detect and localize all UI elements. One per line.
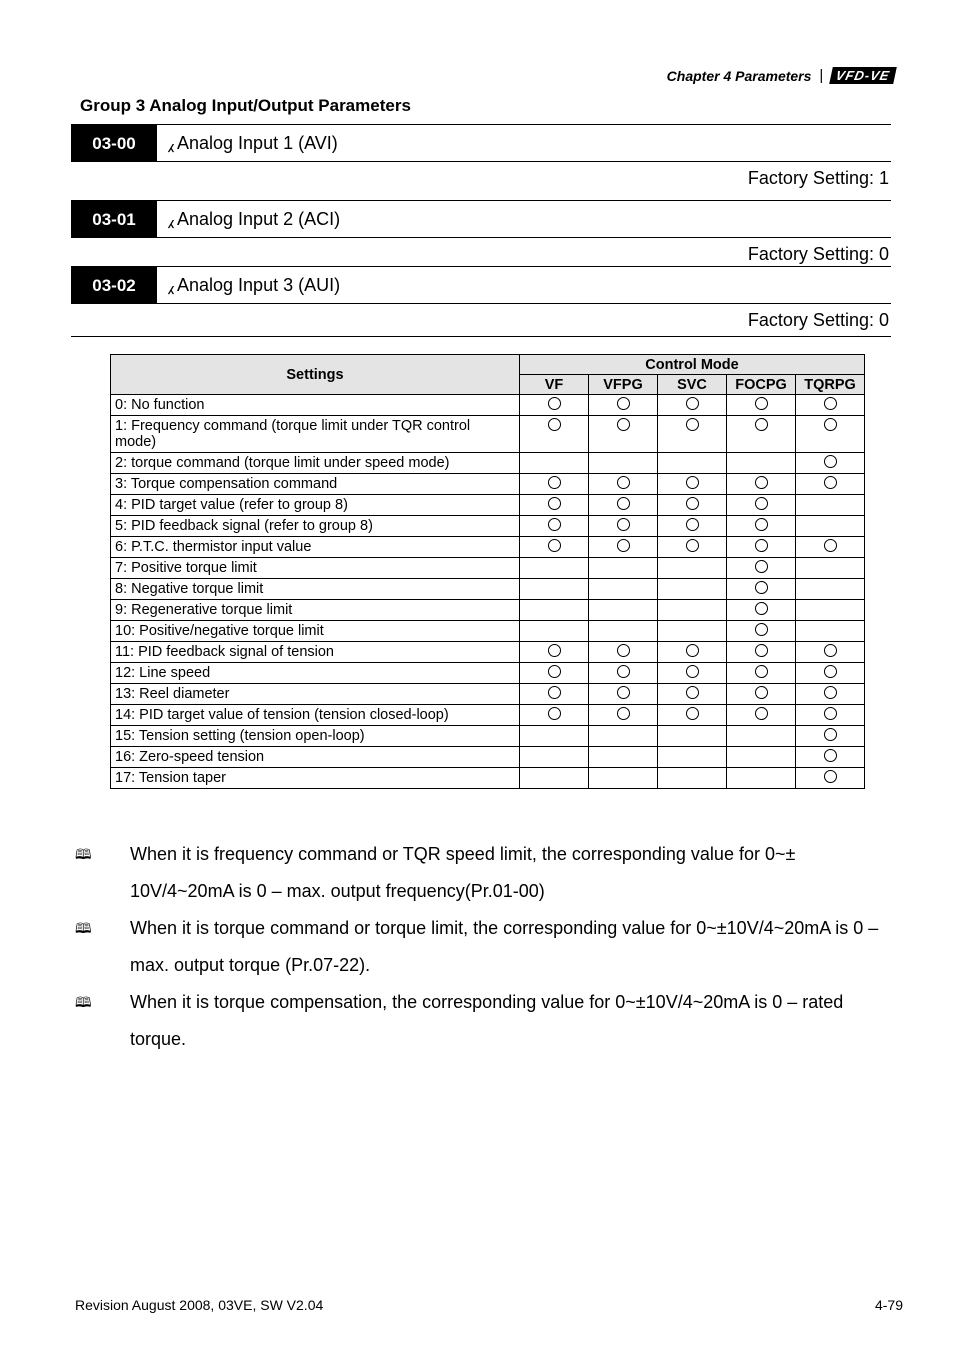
mode-cell-svc: [658, 684, 727, 705]
mode-header-vf: VF: [520, 375, 589, 395]
mode-cell-focpg: [727, 516, 796, 537]
table-row: [111, 579, 865, 600]
mode-header-focpg: FOCPG: [727, 375, 796, 395]
mode-cell-focpg: [727, 768, 796, 789]
table-row: [111, 768, 865, 789]
mode-cell-focpg: [727, 684, 796, 705]
circle-icon: [686, 707, 699, 720]
setting-label: 15: Tension setting (tension open-loop): [111, 726, 520, 747]
mode-cell-vf: [520, 600, 589, 621]
mode-cell-tqrpg: [796, 726, 865, 747]
param-03-00: [71, 124, 891, 194]
setting-label: 13: Reel diameter: [111, 684, 520, 705]
mode-cell-vfpg: [589, 642, 658, 663]
factory-setting: Factory Setting: 0: [71, 304, 891, 337]
setting-label: 3: Torque compensation command: [111, 474, 520, 495]
settings-header: Settings: [111, 355, 520, 395]
circle-icon: [686, 644, 699, 657]
setting-label: 7: Positive torque limit: [111, 558, 520, 579]
mode-cell-focpg: [727, 621, 796, 642]
control-mode-table: [110, 354, 865, 789]
page-header: [667, 67, 895, 84]
note-text: When it is torque command or torque limit, the corresponding value for 0~±10V/4~20mA is 0 –: [130, 918, 879, 938]
circle-icon: [548, 397, 561, 410]
mode-cell-vfpg: [589, 663, 658, 684]
mode-cell-vfpg: [589, 747, 658, 768]
circle-icon: [824, 539, 837, 552]
circle-icon: [548, 686, 561, 699]
circle-icon: [617, 476, 630, 489]
note-text: When it is frequency command or TQR speed limit, the corresponding value for 0~±: [130, 844, 796, 864]
mode-cell-vfpg: [589, 684, 658, 705]
note-line: [75, 910, 905, 947]
circle-icon: [686, 418, 699, 431]
mode-cell-svc: [658, 621, 727, 642]
note-line: [75, 836, 905, 873]
table-row: [111, 537, 865, 558]
mode-cell-vf: [520, 579, 589, 600]
circle-icon: [755, 476, 768, 489]
circle-icon: [686, 686, 699, 699]
circle-icon: [824, 707, 837, 720]
setting-label: 14: PID target value of tension (tension closed-loop): [111, 705, 520, 726]
mode-cell-focpg: [727, 747, 796, 768]
mode-cell-svc: [658, 453, 727, 474]
mode-cell-vfpg: [589, 621, 658, 642]
mode-cell-tqrpg: [796, 558, 865, 579]
mode-cell-vf: [520, 705, 589, 726]
mode-cell-focpg: [727, 600, 796, 621]
table-row: [111, 453, 865, 474]
circle-icon: [548, 518, 561, 531]
mode-cell-vfpg: [589, 495, 658, 516]
mode-cell-focpg: [727, 395, 796, 416]
circle-icon: [755, 623, 768, 636]
mode-cell-vfpg: [589, 474, 658, 495]
mode-cell-focpg: [727, 416, 796, 453]
mode-cell-svc: [658, 663, 727, 684]
param-code: 03-02: [71, 267, 157, 304]
table-row: [111, 558, 865, 579]
circle-icon: [755, 707, 768, 720]
mode-cell-tqrpg: [796, 768, 865, 789]
mode-cell-vfpg: [589, 705, 658, 726]
mode-cell-vf: [520, 453, 589, 474]
mode-cell-tqrpg: [796, 642, 865, 663]
pen-icon: ⁁: [169, 277, 173, 294]
mode-cell-vfpg: [589, 600, 658, 621]
setting-label: 16: Zero-speed tension: [111, 747, 520, 768]
mode-cell-vfpg: [589, 726, 658, 747]
note-indent: [75, 947, 130, 984]
table-row: [111, 516, 865, 537]
mode-cell-svc: [658, 474, 727, 495]
circle-icon: [617, 539, 630, 552]
table-row: [111, 395, 865, 416]
mode-cell-focpg: [727, 453, 796, 474]
mode-cell-vf: [520, 558, 589, 579]
circle-icon: [686, 497, 699, 510]
mode-cell-tqrpg: [796, 705, 865, 726]
setting-label: 9: Regenerative torque limit: [111, 600, 520, 621]
circle-icon: [755, 560, 768, 573]
circle-icon: [686, 665, 699, 678]
circle-icon: [755, 602, 768, 615]
circle-icon: [824, 476, 837, 489]
circle-icon: [824, 644, 837, 657]
mode-header-tqrpg: TQRPG: [796, 375, 865, 395]
circle-icon: [824, 397, 837, 410]
mode-cell-svc: [658, 579, 727, 600]
table-row: [111, 663, 865, 684]
circle-icon: [755, 397, 768, 410]
factory-setting: Factory Setting: 0: [747, 243, 889, 264]
mode-cell-vf: [520, 684, 589, 705]
page-number: 4-79: [874, 1297, 903, 1313]
page-footer: [75, 1297, 903, 1313]
mode-cell-tqrpg: [796, 516, 865, 537]
mode-cell-vfpg: [589, 579, 658, 600]
mode-cell-svc: [658, 558, 727, 579]
circle-icon: [824, 418, 837, 431]
mode-cell-vf: [520, 642, 589, 663]
mode-cell-tqrpg: [796, 663, 865, 684]
mode-cell-tqrpg: [796, 474, 865, 495]
param-name: Analog Input 3 (AUI): [177, 274, 341, 295]
setting-label: 4: PID target value (refer to group 8): [111, 495, 520, 516]
param-name: Analog Input 2 (ACI): [177, 208, 341, 229]
note-text: 10V/4~20mA is 0 – max. output frequency(Pr.01-00): [130, 881, 545, 901]
mode-cell-vfpg: [589, 537, 658, 558]
mode-cell-tqrpg: [796, 579, 865, 600]
circle-icon: [548, 644, 561, 657]
circle-icon: [548, 476, 561, 489]
mode-header-vfpg: VFPG: [589, 375, 658, 395]
mode-cell-vf: [520, 621, 589, 642]
table-row: [111, 600, 865, 621]
circle-icon: [824, 686, 837, 699]
note-line-continued: [75, 873, 905, 910]
setting-label: 11: PID feedback signal of tension: [111, 642, 520, 663]
mode-cell-vfpg: [589, 558, 658, 579]
control-mode-header: Control Mode: [520, 355, 865, 375]
note-text: max. output torque (Pr.07-22).: [130, 955, 371, 975]
circle-icon: [548, 539, 561, 552]
mode-cell-focpg: [727, 726, 796, 747]
table-row: [111, 705, 865, 726]
setting-label: 12: Line speed: [111, 663, 520, 684]
mode-cell-focpg: [727, 663, 796, 684]
note-line: [75, 984, 905, 1021]
circle-icon: [755, 644, 768, 657]
circle-icon: [755, 497, 768, 510]
mode-cell-vf: [520, 495, 589, 516]
setting-label: 2: torque command (torque limit under speed mode): [111, 453, 520, 474]
table-row: [111, 495, 865, 516]
mode-header-svc: SVC: [658, 375, 727, 395]
circle-icon: [617, 665, 630, 678]
book-icon: 🕮: [75, 994, 92, 1010]
mode-cell-svc: [658, 395, 727, 416]
table-row: [111, 726, 865, 747]
mode-cell-focpg: [727, 474, 796, 495]
circle-icon: [755, 418, 768, 431]
book-icon: 🕮: [75, 846, 92, 862]
param-03-02: [71, 266, 891, 337]
mode-cell-vfpg: [589, 395, 658, 416]
note-line-continued: [75, 947, 905, 984]
circle-icon: [548, 497, 561, 510]
circle-icon: [824, 770, 837, 783]
circle-icon: [824, 728, 837, 741]
circle-icon: [617, 418, 630, 431]
pen-icon: ⁁: [169, 135, 173, 152]
mode-cell-focpg: [727, 537, 796, 558]
circle-icon: [755, 581, 768, 594]
setting-label: 0: No function: [111, 395, 520, 416]
mode-cell-vf: [520, 537, 589, 558]
mode-cell-svc: [658, 642, 727, 663]
pen-icon: ⁁: [169, 211, 173, 228]
mode-cell-svc: [658, 516, 727, 537]
mode-cell-focpg: [727, 579, 796, 600]
circle-icon: [617, 518, 630, 531]
mode-cell-vfpg: [589, 768, 658, 789]
mode-cell-tqrpg: [796, 495, 865, 516]
circle-icon: [755, 518, 768, 531]
mode-cell-svc: [658, 726, 727, 747]
param-code: 03-00: [71, 125, 157, 162]
mode-cell-svc: [658, 537, 727, 558]
table-row: [111, 621, 865, 642]
mode-cell-vf: [520, 747, 589, 768]
mode-cell-tqrpg: [796, 416, 865, 453]
mode-cell-vfpg: [589, 416, 658, 453]
param-name: Analog Input 1 (AVI): [177, 132, 338, 153]
note-indent: [75, 873, 130, 910]
circle-icon: [617, 497, 630, 510]
group-title: Group 3 Analog Input/Output Parameters: [80, 96, 411, 115]
setting-label: 1: Frequency command (torque limit under TQR control mode): [111, 416, 520, 453]
circle-icon: [548, 707, 561, 720]
circle-icon: [824, 455, 837, 468]
circle-icon: [686, 539, 699, 552]
mode-cell-tqrpg: [796, 600, 865, 621]
table-row: [111, 684, 865, 705]
mode-cell-tqrpg: [796, 395, 865, 416]
circle-icon: [617, 644, 630, 657]
table-row: [111, 416, 865, 453]
mode-cell-svc: [658, 416, 727, 453]
mode-cell-vfpg: [589, 453, 658, 474]
mode-cell-tqrpg: [796, 537, 865, 558]
mode-cell-vf: [520, 726, 589, 747]
circle-icon: [617, 686, 630, 699]
circle-icon: [548, 418, 561, 431]
revision-text: Revision August 2008, 03VE, SW V2.04: [75, 1297, 324, 1313]
mode-cell-tqrpg: [796, 453, 865, 474]
mode-cell-vf: [520, 663, 589, 684]
mode-cell-svc: [658, 747, 727, 768]
setting-label: 8: Negative torque limit: [111, 579, 520, 600]
circle-icon: [686, 397, 699, 410]
book-icon: 🕮: [75, 920, 92, 936]
circle-icon: [617, 707, 630, 720]
mode-cell-tqrpg: [796, 621, 865, 642]
circle-icon: [686, 476, 699, 489]
param-03-01: [71, 200, 891, 270]
chapter-title: Chapter 4 Parameters: [666, 67, 812, 84]
setting-label: 5: PID feedback signal (refer to group 8): [111, 516, 520, 537]
mode-cell-svc: [658, 705, 727, 726]
mode-cell-vf: [520, 516, 589, 537]
factory-setting: Factory Setting: 1: [747, 167, 889, 188]
mode-cell-svc: [658, 600, 727, 621]
circle-icon: [824, 749, 837, 762]
setting-label: 10: Positive/negative torque limit: [111, 621, 520, 642]
param-code: 03-01: [71, 201, 157, 238]
mode-cell-vf: [520, 395, 589, 416]
mode-cell-focpg: [727, 558, 796, 579]
mode-cell-tqrpg: [796, 747, 865, 768]
mode-cell-vf: [520, 416, 589, 453]
mode-cell-focpg: [727, 495, 796, 516]
mode-cell-vf: [520, 768, 589, 789]
circle-icon: [755, 665, 768, 678]
circle-icon: [686, 518, 699, 531]
table-row: [111, 474, 865, 495]
table-row: [111, 642, 865, 663]
mode-cell-focpg: [727, 705, 796, 726]
mode-cell-svc: [658, 768, 727, 789]
mode-cell-focpg: [727, 642, 796, 663]
circle-icon: [548, 665, 561, 678]
note-text: torque.: [130, 1029, 187, 1049]
mode-cell-svc: [658, 495, 727, 516]
circle-icon: [755, 686, 768, 699]
circle-icon: [617, 397, 630, 410]
note-line-continued: [75, 1021, 905, 1058]
notes: [75, 836, 905, 1058]
setting-label: 6: P.T.C. thermistor input value: [111, 537, 520, 558]
mode-cell-vf: [520, 474, 589, 495]
note-text: When it is torque compensation, the corresponding value for 0~±10V/4~20mA is 0 – rated: [130, 992, 844, 1012]
circle-icon: [824, 665, 837, 678]
note-indent: [75, 1021, 130, 1058]
vfd-ve-logo: VFD-VE: [830, 67, 897, 84]
table-row: [111, 747, 865, 768]
setting-label: 17: Tension taper: [111, 768, 520, 789]
mode-cell-tqrpg: [796, 684, 865, 705]
header-separator: |: [819, 67, 824, 84]
circle-icon: [755, 539, 768, 552]
mode-cell-vfpg: [589, 516, 658, 537]
